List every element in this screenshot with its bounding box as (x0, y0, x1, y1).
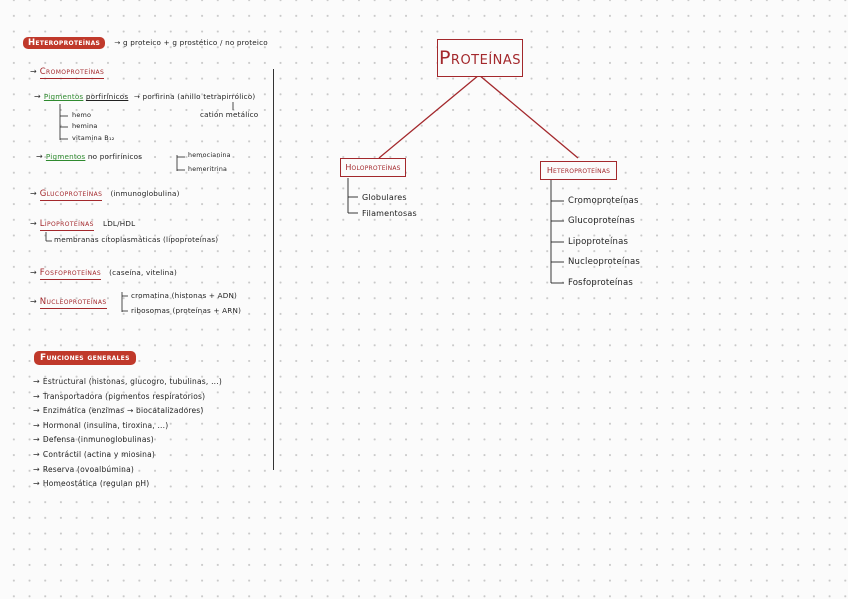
cromoproteinas-item: Cromoproteínas (568, 196, 639, 206)
list-item: → Defensa (inmunoglobulinas) (33, 435, 154, 445)
arrow-icon: → (30, 268, 37, 277)
list-item: → Transportadora (pigmentos respiratorios) (33, 391, 206, 401)
cromatina-item: cromatina (histonas + ADN) (131, 291, 238, 300)
list-item: → Hormonal (insulina, tiroxina, ...) (33, 420, 169, 430)
list-item: → Enzimática (enzimas → biocatalizadores) (33, 406, 204, 416)
hemina-item: hemina (72, 122, 98, 130)
cation-metalico: catión metálico (200, 110, 259, 119)
porfirinicos-label: porfirínicos (85, 92, 129, 101)
heteroproteinas-box: Heteroproteínas (540, 161, 617, 180)
column-divider (273, 69, 274, 470)
pigmentos-label: Pigmentos (43, 92, 84, 101)
funciones-heading (34, 345, 136, 364)
no-porfirinicos-label: no porfirínicos (87, 152, 143, 161)
funciones-list (33, 375, 222, 492)
glucoproteinas-desc: (inmunoglobulina) (110, 189, 180, 198)
proteinas-root-box: Proteínas (437, 39, 523, 77)
fosfoproteinas-title: Fosfoproteínas (39, 268, 102, 278)
globulares-item: Globulares (362, 193, 407, 202)
glucoproteinas-title: Glucoproteínas (39, 189, 103, 199)
list-item: → Estructural (histonas, glucogro, tubulinas, ...) (33, 377, 222, 386)
pigmentos-label: Pigmentos (45, 152, 86, 161)
list-item: → Reserva (ovoalbúmina) (33, 464, 135, 474)
hemocianina-item: hemocianina (188, 152, 231, 159)
heteroproteinas-desc: → g proteico + g prostético / no proteico (114, 38, 268, 47)
lipoproteinas-title: Lipoproteínas (39, 219, 94, 229)
arrow-icon: → (30, 67, 37, 76)
glucoproteinas-item: Glucoproteínas (568, 216, 635, 226)
list-item: → Homeostática (regulan pH) (33, 479, 150, 489)
lipoproteinas-heading (30, 211, 135, 230)
glucoproteinas-heading (30, 181, 180, 200)
nucleoproteinas-title: Nucleoproteínas (39, 297, 107, 307)
arrow-icon: → (30, 297, 37, 306)
lipoproteinas-sub: membranas citoplasmáticas (lipoproteínas) (54, 235, 219, 244)
porfirina-desc: → porfirina (anillo tetrapirrólico) (133, 92, 256, 101)
funciones-title: Funciones generales (34, 351, 136, 365)
fosfoproteinas-desc: (caseína, vitelina) (109, 268, 178, 277)
lipoproteinas-item: Lipoproteínas (568, 237, 629, 247)
hemo-item: hemo (72, 111, 92, 119)
hemeritrina-item: hemeritrina (188, 166, 228, 173)
fosfoproteinas-heading (30, 260, 177, 279)
arrow-icon: → (36, 152, 43, 161)
lipoproteinas-desc: LDL/HDL (102, 219, 136, 228)
heteroproteinas-heading (23, 30, 268, 49)
fosfoproteinas-item: Fosfoproteínas (568, 278, 634, 288)
holoproteinas-box: Holoproteínas (340, 158, 406, 177)
pigmentos-no-porfirinicos (36, 152, 142, 161)
vitamina-item: vitamina B₁₂ (72, 134, 115, 142)
filamentosas-item: Filamentosas (362, 209, 417, 218)
nucleoproteinas-heading (30, 289, 107, 308)
nucleoproteinas-item: Nucleoproteínas (568, 257, 641, 267)
list-item: → Contráctil (actina y miosina) (33, 449, 155, 459)
pigmentos-porfirinicos (34, 92, 255, 101)
heteroproteinas-title: Heteroproteínas (23, 37, 105, 49)
cromoproteinas-title: Cromoproteínas (39, 67, 105, 77)
cromoproteinas-heading (30, 59, 104, 78)
arrow-icon: → (30, 189, 37, 198)
arrow-icon: → (34, 92, 41, 101)
ribosomas-item: ribosomas (proteínas + ARN) (131, 306, 242, 315)
arrow-icon: → (30, 219, 37, 228)
